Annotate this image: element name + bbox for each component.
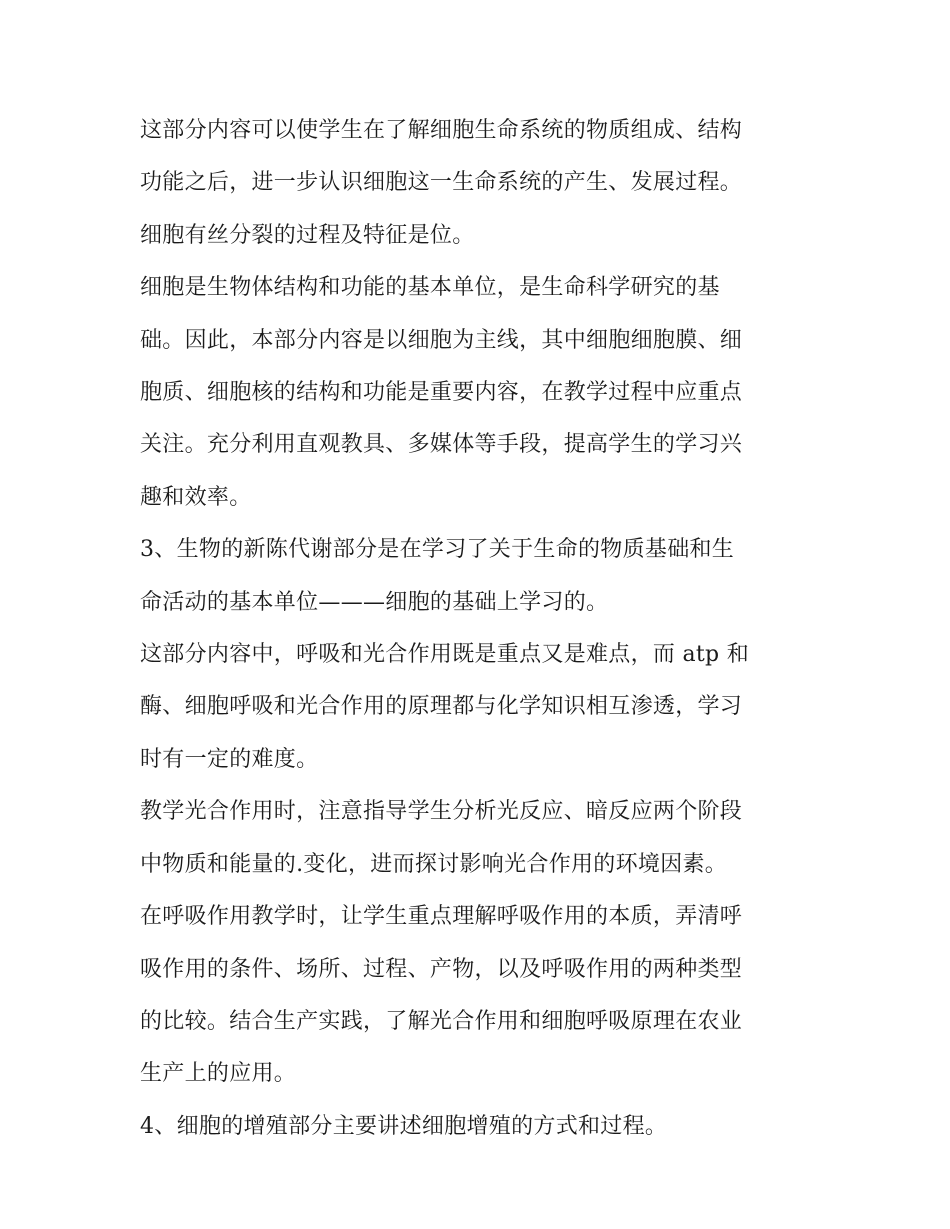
text-line: 酶、细胞呼吸和光合作用的原理都与化学知识相互渗透，学习 — [140, 694, 743, 720]
text-line: 中物质和能量的.变化，进而探讨影响光合作用的环境因素。 — [140, 851, 728, 877]
paragraph — [140, 524, 820, 629]
text-line: 生产上的应用。 — [140, 1061, 297, 1087]
paragraph — [140, 629, 820, 786]
paragraph — [140, 786, 820, 891]
text-line: 关注。充分利用直观教具、多媒体等手段，提高学生的学习兴 — [140, 432, 743, 458]
text-line: 功能之后，进一步认识细胞这一生命系统的产生、发展过程。 — [140, 170, 743, 196]
text-line: 4、细胞的增殖部分主要讲述细胞增殖的方式和过程。 — [140, 1113, 668, 1139]
paragraph — [140, 891, 820, 1101]
text-line: 础。因此，本部分内容是以细胞为主线，其中细胞细胞膜、细 — [140, 327, 743, 353]
text-line: 时有一定的难度。 — [140, 746, 319, 772]
text-line: 细胞有丝分裂的过程及特征是位。 — [140, 222, 475, 248]
paragraph — [140, 1101, 820, 1153]
document-body — [140, 105, 820, 1153]
paragraph — [140, 105, 820, 210]
paragraph — [140, 262, 820, 524]
text-line: 胞质、细胞核的结构和功能是重要内容，在教学过程中应重点 — [140, 380, 743, 406]
text-line: 3、生物的新陈代谢部分是在学习了关于生命的物质基础和生 — [140, 537, 735, 563]
text-line: 教学光合作用时，注意指导学生分析光反应、暗反应两个阶段 — [140, 799, 743, 825]
text-line: 吸作用的条件、场所、过程、产物，以及呼吸作用的两种类型 — [140, 956, 743, 982]
text-line: 趣和效率。 — [140, 484, 252, 510]
text-line: 细胞是生物体结构和功能的基本单位，是生命科学研究的基 — [140, 275, 720, 301]
text-line: 的比较。结合生产实践，了解光合作用和细胞呼吸原理在农业 — [140, 1008, 743, 1034]
text-line: 在呼吸作用教学时，让学生重点理解呼吸作用的本质，弄清呼 — [140, 904, 743, 930]
text-line: 这部分内容中，呼吸和光合作用既是重点又是难点，而 atp 和 — [140, 642, 750, 668]
text-line: 命活动的基本单位———细胞的基础上学习的。 — [140, 589, 609, 615]
paragraph — [140, 210, 820, 262]
text-line: 这部分内容可以使学生在了解细胞生命系统的物质组成、结构 — [140, 118, 743, 143]
